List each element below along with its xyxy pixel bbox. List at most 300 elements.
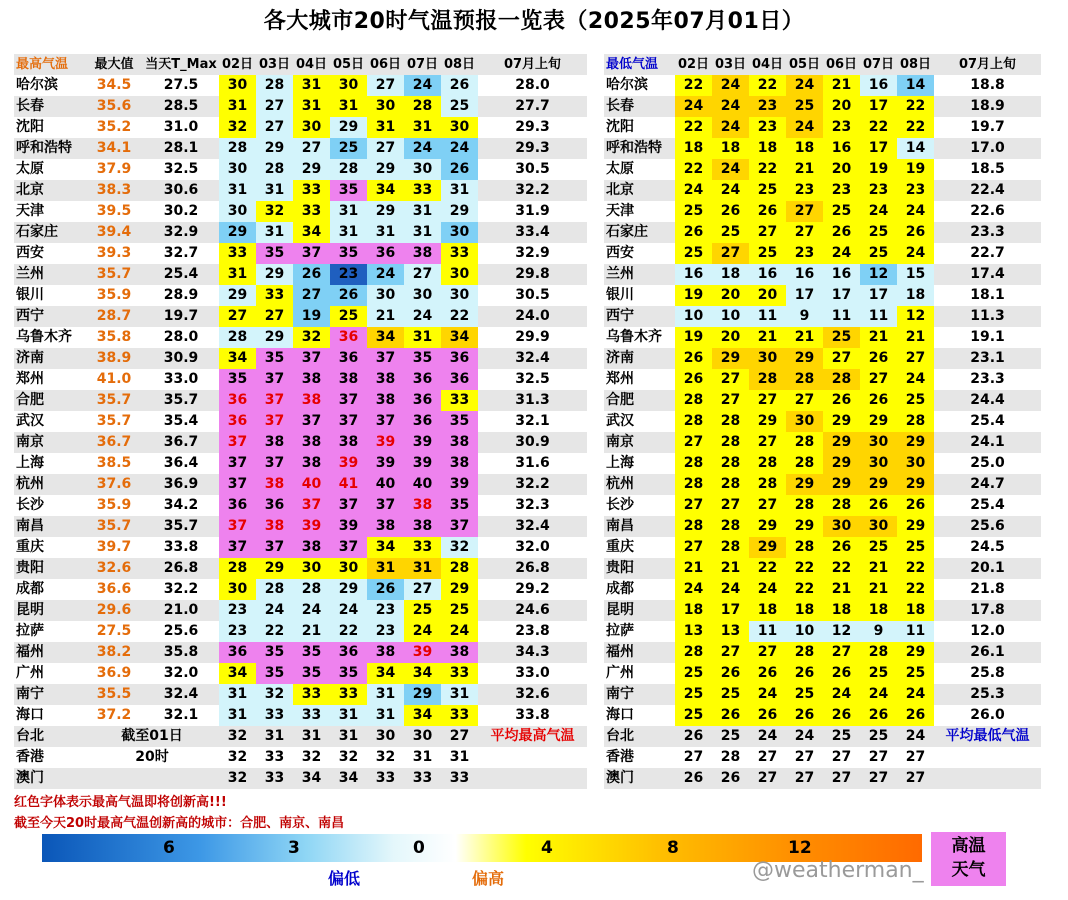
min-cell: 26 bbox=[897, 495, 934, 516]
max-cell: 37.2 bbox=[96, 707, 132, 723]
min-cell: 11 bbox=[897, 621, 934, 642]
max-cell: 24 bbox=[367, 264, 404, 285]
min-cell: 17.8 bbox=[970, 602, 1005, 618]
max-cell: 32.4 bbox=[163, 686, 199, 702]
min-table-row bbox=[604, 243, 1041, 264]
city-name: 太原 bbox=[606, 161, 634, 177]
min-cell: 14 bbox=[897, 138, 934, 159]
max-cell: 38.5 bbox=[96, 455, 132, 471]
min-cell: 17 bbox=[823, 285, 860, 306]
min-cell: 25.6 bbox=[970, 518, 1005, 534]
max-cell: 32 bbox=[293, 327, 330, 348]
max-table-row bbox=[14, 453, 587, 474]
max-cell: 35 bbox=[256, 663, 293, 684]
max-table-row bbox=[14, 474, 587, 495]
max-header-cell: 04日 bbox=[295, 57, 328, 72]
min-cell: 25 bbox=[749, 243, 786, 264]
max-table-row bbox=[14, 411, 587, 432]
max-cell: 36.7 bbox=[163, 434, 199, 450]
max-cell: 39 bbox=[330, 516, 367, 537]
min-cell: 21 bbox=[749, 327, 786, 348]
max-table-row bbox=[14, 159, 587, 180]
min-cell: 23.1 bbox=[970, 350, 1005, 366]
min-cell: 25 bbox=[860, 243, 897, 264]
max-cell: 29 bbox=[441, 579, 478, 600]
max-cell: 22 bbox=[330, 621, 367, 642]
max-cell bbox=[478, 768, 587, 789]
min-cell: 18 bbox=[897, 285, 934, 306]
max-cell: 29 bbox=[256, 558, 293, 579]
max-cell: 29 bbox=[256, 327, 293, 348]
min-cell: 26 bbox=[823, 390, 860, 411]
min-cell: 24 bbox=[897, 243, 934, 264]
city-name: 拉萨 bbox=[606, 623, 634, 639]
min-cell: 26.0 bbox=[970, 707, 1005, 723]
max-table-row bbox=[14, 369, 587, 390]
max-table-row bbox=[14, 495, 587, 516]
max-cell: 36 bbox=[330, 642, 367, 663]
max-table-row bbox=[14, 75, 587, 96]
max-cell: 40 bbox=[367, 474, 404, 495]
min-table-row bbox=[604, 138, 1041, 159]
min-table-row bbox=[604, 621, 1041, 642]
max-cell: 37 bbox=[256, 411, 293, 432]
min-cell: 26 bbox=[675, 222, 712, 243]
max-cell: 24 bbox=[441, 138, 478, 159]
max-cell: 39.3 bbox=[96, 245, 132, 261]
max-cell: 29 bbox=[441, 201, 478, 222]
max-cell: 39 bbox=[441, 474, 478, 495]
min-cell: 27 bbox=[675, 432, 712, 453]
city-name: 长春 bbox=[606, 98, 634, 114]
max-cell: 38 bbox=[293, 369, 330, 390]
max-cell: 35.7 bbox=[96, 518, 132, 534]
max-temp-table bbox=[14, 54, 587, 789]
min-cell: 13 bbox=[675, 621, 712, 642]
max-cell: 37 bbox=[367, 495, 404, 516]
min-cell: 24 bbox=[712, 96, 749, 117]
max-cell: 35 bbox=[256, 243, 293, 264]
min-cell: 17 bbox=[860, 138, 897, 159]
min-cell: 30 bbox=[860, 453, 897, 474]
city-name: 长沙 bbox=[16, 497, 44, 513]
max-cell: 31 bbox=[404, 222, 441, 243]
max-cell bbox=[478, 747, 587, 768]
max-cell: 36.9 bbox=[96, 665, 132, 681]
min-cell: 18 bbox=[675, 600, 712, 621]
max-cell: 32 bbox=[256, 684, 293, 705]
min-cell: 28 bbox=[675, 642, 712, 663]
max-cell: 33 bbox=[293, 684, 330, 705]
min-cell: 22.7 bbox=[970, 245, 1005, 261]
max-cell: 39 bbox=[293, 516, 330, 537]
max-cell: 34 bbox=[367, 327, 404, 348]
city-name: 银川 bbox=[606, 287, 634, 303]
min-cell: 18 bbox=[712, 138, 749, 159]
min-cell: 29 bbox=[897, 642, 934, 663]
min-cell: 13 bbox=[712, 621, 749, 642]
min-cell: 25 bbox=[675, 663, 712, 684]
min-cell bbox=[934, 747, 1041, 768]
min-cell: 30 bbox=[823, 516, 860, 537]
min-cell: 24 bbox=[749, 684, 786, 705]
min-cell: 26 bbox=[683, 728, 704, 744]
min-cell: 24 bbox=[675, 180, 712, 201]
max-cell: 33 bbox=[293, 201, 330, 222]
min-cell: 26 bbox=[823, 705, 860, 726]
min-cell: 29 bbox=[749, 411, 786, 432]
min-cell: 29 bbox=[749, 516, 786, 537]
max-cell: 37 bbox=[293, 243, 330, 264]
min-cell: 21 bbox=[823, 579, 860, 600]
min-cell: 27 bbox=[712, 390, 749, 411]
max-cell: 30.9 bbox=[515, 434, 550, 450]
max-table-row bbox=[14, 264, 587, 285]
max-cell: 22 bbox=[256, 621, 293, 642]
min-cell: 22 bbox=[675, 159, 712, 180]
max-cell: 31 bbox=[293, 75, 330, 96]
min-cell: 23 bbox=[786, 180, 823, 201]
max-cell: 27 bbox=[293, 138, 330, 159]
city-name: 太原 bbox=[16, 161, 44, 177]
min-cell: 24.4 bbox=[970, 392, 1005, 408]
max-cell: 35 bbox=[219, 369, 256, 390]
max-cell: 24 bbox=[256, 600, 293, 621]
min-cell: 25 bbox=[860, 222, 897, 243]
min-cell: 24.5 bbox=[970, 539, 1005, 555]
city-name: 上海 bbox=[16, 455, 44, 471]
label-above-normal: 偏高 bbox=[472, 869, 505, 888]
min-cell: 27 bbox=[823, 642, 860, 663]
min-cell: 11 bbox=[823, 306, 860, 327]
min-table-row bbox=[604, 537, 1041, 558]
min-cell: 29 bbox=[786, 348, 823, 369]
min-cell: 24 bbox=[786, 75, 823, 96]
max-cell: 38 bbox=[404, 516, 441, 537]
max-cell: 25 bbox=[330, 138, 367, 159]
min-cell: 17 bbox=[860, 285, 897, 306]
min-table-row bbox=[604, 453, 1041, 474]
max-cell: 32 bbox=[338, 749, 359, 765]
min-cell: 21 bbox=[823, 75, 860, 96]
city-name: 重庆 bbox=[606, 539, 634, 555]
max-cell: 28.0 bbox=[163, 329, 199, 345]
city-name: 西安 bbox=[606, 245, 634, 261]
min-cell: 21 bbox=[712, 558, 749, 579]
city-name: 贵阳 bbox=[606, 560, 634, 576]
min-cell: 25 bbox=[831, 728, 852, 744]
city-name: 台北 bbox=[16, 728, 44, 744]
max-cell: 37 bbox=[256, 369, 293, 390]
max-cell: 37 bbox=[330, 390, 367, 411]
min-cell: 29 bbox=[897, 516, 934, 537]
city-name: 广州 bbox=[16, 665, 44, 681]
max-cell: 35.7 bbox=[96, 413, 132, 429]
max-cell: 28.1 bbox=[163, 140, 199, 156]
max-cell: 31 bbox=[441, 684, 478, 705]
min-cell: 20.1 bbox=[970, 560, 1005, 576]
max-table-row bbox=[14, 642, 587, 663]
max-cell: 32.4 bbox=[515, 518, 550, 534]
max-cell: 33 bbox=[293, 705, 330, 726]
max-cell: 38 bbox=[293, 453, 330, 474]
min-cell: 28 bbox=[823, 369, 860, 390]
max-cell: 25 bbox=[441, 600, 478, 621]
min-cell: 28 bbox=[712, 537, 749, 558]
max-cell: 30.5 bbox=[515, 287, 550, 303]
min-table-row bbox=[604, 369, 1041, 390]
watermark: @weatherman_ bbox=[752, 858, 924, 883]
max-table-row bbox=[14, 306, 587, 327]
max-cell: 23.8 bbox=[515, 623, 550, 639]
max-cell: 39 bbox=[367, 432, 404, 453]
min-cell: 25 bbox=[720, 728, 741, 744]
max-cell: 35.7 bbox=[96, 392, 132, 408]
max-table-row bbox=[14, 768, 587, 789]
min-table-row bbox=[604, 747, 1041, 768]
max-cell: 37 bbox=[219, 453, 256, 474]
max-cell: 28.5 bbox=[163, 98, 199, 114]
city-name: 海口 bbox=[16, 707, 44, 723]
city-name: 香港 bbox=[16, 749, 44, 765]
min-header-cell: 最低气温 bbox=[606, 57, 659, 72]
min-cell: 18 bbox=[749, 600, 786, 621]
max-cell: 36.9 bbox=[163, 476, 199, 492]
min-cell: 26 bbox=[675, 348, 712, 369]
min-cell: 24.7 bbox=[970, 476, 1005, 492]
colorbar-tick-0: 0 bbox=[413, 838, 425, 858]
min-cell: 17 bbox=[860, 96, 897, 117]
max-table-row bbox=[14, 516, 587, 537]
min-cell: 23 bbox=[786, 243, 823, 264]
max-table-row bbox=[14, 726, 587, 747]
max-cell: 31.6 bbox=[515, 455, 550, 471]
max-cell: 34 bbox=[219, 663, 256, 684]
city-name: 呼和浩特 bbox=[606, 140, 662, 156]
min-cell: 25 bbox=[675, 705, 712, 726]
max-cell: 32.4 bbox=[515, 350, 550, 366]
max-cell: 29 bbox=[404, 684, 441, 705]
min-cell: 27 bbox=[683, 749, 704, 765]
min-cell: 28 bbox=[712, 411, 749, 432]
max-cell: 36.4 bbox=[163, 455, 199, 471]
min-cell: 28 bbox=[786, 642, 823, 663]
max-cell: 34 bbox=[367, 180, 404, 201]
max-cell: 38 bbox=[441, 432, 478, 453]
min-cell: 28 bbox=[720, 749, 741, 765]
city-name: 南昌 bbox=[16, 518, 44, 534]
min-cell: 28 bbox=[749, 369, 786, 390]
max-cell: 34 bbox=[367, 663, 404, 684]
max-cell: 23 bbox=[330, 264, 367, 285]
max-cell: 37 bbox=[330, 411, 367, 432]
min-cell: 27 bbox=[831, 749, 852, 765]
max-cell: 24 bbox=[404, 75, 441, 96]
max-cell: 26.8 bbox=[515, 560, 550, 576]
min-cell: 28 bbox=[786, 453, 823, 474]
min-header-cell: 03日 bbox=[714, 57, 747, 72]
max-cell: 29 bbox=[330, 117, 367, 138]
max-table-row bbox=[14, 201, 587, 222]
min-cell: 10 bbox=[712, 306, 749, 327]
min-cell: 25 bbox=[823, 327, 860, 348]
min-cell: 30 bbox=[860, 432, 897, 453]
max-header-cell: 08日 bbox=[443, 57, 476, 72]
min-cell: 24 bbox=[712, 117, 749, 138]
min-cell: 29 bbox=[786, 516, 823, 537]
min-cell: 25.8 bbox=[970, 665, 1005, 681]
city-name: 济南 bbox=[606, 350, 634, 366]
max-cell: 25.4 bbox=[163, 266, 199, 282]
min-cell: 16 bbox=[749, 264, 786, 285]
max-cell: 31 bbox=[301, 728, 322, 744]
max-cell: 26 bbox=[441, 159, 478, 180]
max-table-row bbox=[14, 705, 587, 726]
min-cell: 24.1 bbox=[970, 434, 1005, 450]
max-cell: 33 bbox=[449, 770, 470, 786]
max-cell: 32.3 bbox=[515, 497, 550, 513]
city-name: 呼和浩特 bbox=[16, 140, 72, 156]
max-cell: 39 bbox=[404, 453, 441, 474]
min-cell: 24 bbox=[823, 243, 860, 264]
min-cell: 24 bbox=[823, 684, 860, 705]
max-cell: 38.9 bbox=[96, 350, 132, 366]
min-cell: 26 bbox=[823, 222, 860, 243]
min-cell: 28 bbox=[675, 411, 712, 432]
max-cell: 31 bbox=[219, 705, 256, 726]
max-cell: 31 bbox=[330, 222, 367, 243]
min-cell: 26 bbox=[897, 222, 934, 243]
city-name: 乌鲁木齐 bbox=[16, 329, 72, 345]
min-cell: 18 bbox=[749, 138, 786, 159]
max-cell: 38 bbox=[293, 537, 330, 558]
max-cell: 31 bbox=[330, 201, 367, 222]
city-name: 澳门 bbox=[16, 770, 44, 786]
max-cell: 26 bbox=[367, 579, 404, 600]
min-cell: 27 bbox=[675, 537, 712, 558]
max-cell: 30 bbox=[367, 96, 404, 117]
max-cell: 37 bbox=[367, 411, 404, 432]
max-cell: 29.3 bbox=[515, 140, 550, 156]
max-cell: 33.0 bbox=[163, 371, 199, 387]
max-cell bbox=[85, 768, 143, 789]
max-cell: 30 bbox=[441, 117, 478, 138]
city-name: 福州 bbox=[606, 644, 634, 660]
max-cell: 33.4 bbox=[515, 224, 550, 240]
max-cell: 35 bbox=[256, 642, 293, 663]
max-cell: 33 bbox=[264, 749, 285, 765]
max-cell: 35.7 bbox=[96, 266, 132, 282]
max-cell: 28.0 bbox=[515, 77, 550, 93]
max-cell: 平均最高气温 bbox=[490, 728, 575, 744]
max-cell: 38 bbox=[367, 642, 404, 663]
city-name: 南宁 bbox=[606, 686, 634, 702]
min-cell: 12 bbox=[860, 264, 897, 285]
max-cell: 24 bbox=[441, 621, 478, 642]
max-table-row bbox=[14, 117, 587, 138]
min-cell: 25 bbox=[897, 390, 934, 411]
max-cell: 31 bbox=[256, 180, 293, 201]
min-cell: 23 bbox=[749, 96, 786, 117]
max-cell: 36 bbox=[441, 348, 478, 369]
city-name: 成都 bbox=[16, 581, 44, 597]
max-cell: 31 bbox=[449, 749, 470, 765]
min-cell: 23.3 bbox=[970, 224, 1005, 240]
min-cell: 26 bbox=[897, 705, 934, 726]
min-table-row bbox=[604, 684, 1041, 705]
city-name: 沈阳 bbox=[16, 119, 44, 135]
max-table-row bbox=[14, 537, 587, 558]
note-red-font: 红色字体表示最高气温即将创新高!!! bbox=[14, 795, 227, 810]
max-cell: 21.0 bbox=[163, 602, 199, 618]
min-cell: 23 bbox=[860, 180, 897, 201]
min-cell: 18 bbox=[712, 264, 749, 285]
max-cell: 34 bbox=[219, 348, 256, 369]
min-cell: 21 bbox=[860, 327, 897, 348]
max-cell: 31 bbox=[219, 264, 256, 285]
city-name: 郑州 bbox=[606, 371, 634, 387]
min-cell: 24 bbox=[860, 201, 897, 222]
city-name: 郑州 bbox=[16, 371, 44, 387]
min-cell: 22 bbox=[749, 558, 786, 579]
min-cell: 26.1 bbox=[970, 644, 1005, 660]
min-cell: 27 bbox=[749, 432, 786, 453]
city-name: 长沙 bbox=[606, 497, 634, 513]
min-cell: 18 bbox=[897, 600, 934, 621]
city-name: 澳门 bbox=[606, 770, 634, 786]
min-cell: 28 bbox=[675, 516, 712, 537]
max-cell: 35.7 bbox=[163, 392, 199, 408]
max-cell: 21 bbox=[367, 306, 404, 327]
min-cell: 25 bbox=[675, 243, 712, 264]
city-name: 哈尔滨 bbox=[16, 77, 58, 93]
min-table-row bbox=[604, 432, 1041, 453]
max-cell: 32.6 bbox=[96, 560, 132, 576]
max-cell: 38 bbox=[330, 369, 367, 390]
min-cell: 22.4 bbox=[970, 182, 1005, 198]
max-cell: 28 bbox=[330, 159, 367, 180]
min-cell: 24 bbox=[712, 159, 749, 180]
min-cell: 24 bbox=[897, 684, 934, 705]
min-cell: 29 bbox=[860, 474, 897, 495]
max-cell: 20时 bbox=[135, 749, 169, 765]
max-header-cell: 05日 bbox=[332, 57, 365, 72]
max-cell: 32.2 bbox=[515, 476, 550, 492]
city-name: 重庆 bbox=[16, 539, 44, 555]
max-cell: 29.3 bbox=[515, 119, 550, 135]
max-cell: 29.9 bbox=[515, 329, 550, 345]
min-cell: 28 bbox=[749, 453, 786, 474]
min-cell: 20 bbox=[712, 327, 749, 348]
max-cell: 25 bbox=[330, 306, 367, 327]
max-cell: 33 bbox=[219, 243, 256, 264]
max-cell: 33.0 bbox=[515, 665, 550, 681]
min-cell: 14 bbox=[897, 75, 934, 96]
min-cell: 30 bbox=[749, 348, 786, 369]
max-cell: 38 bbox=[367, 369, 404, 390]
city-name: 广州 bbox=[606, 665, 634, 681]
max-cell: 37 bbox=[293, 495, 330, 516]
min-cell: 24 bbox=[712, 180, 749, 201]
min-cell: 18 bbox=[786, 138, 823, 159]
min-table-row bbox=[604, 96, 1041, 117]
max-cell: 37.6 bbox=[96, 476, 132, 492]
max-cell: 30 bbox=[330, 75, 367, 96]
max-cell: 24.6 bbox=[515, 602, 550, 618]
city-name: 上海 bbox=[606, 455, 634, 471]
max-cell: 34 bbox=[293, 222, 330, 243]
min-cell: 16 bbox=[823, 138, 860, 159]
